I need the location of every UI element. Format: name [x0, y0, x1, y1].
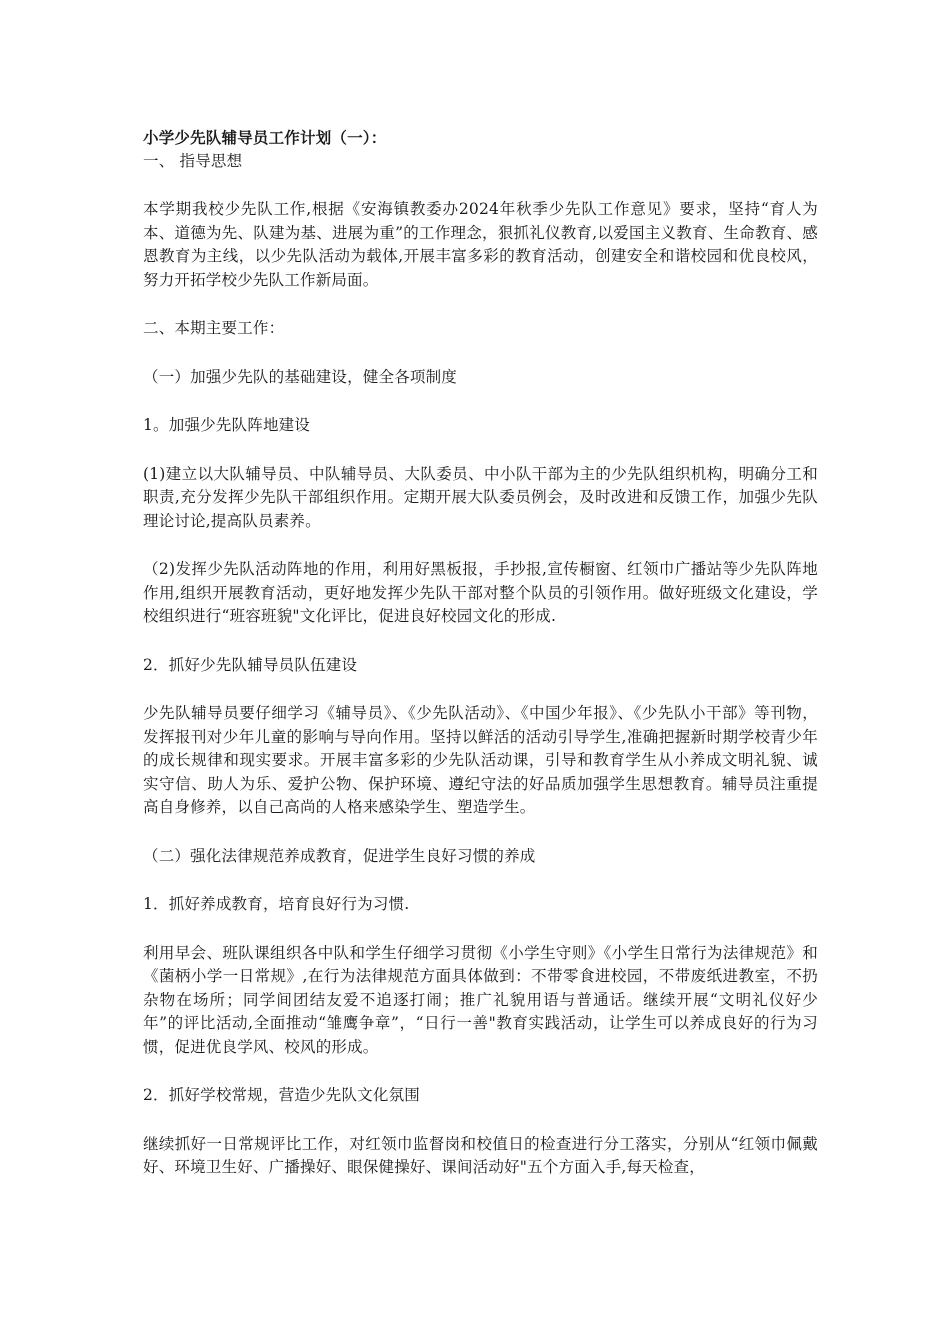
spacer — [143, 629, 818, 654]
spacer — [143, 341, 818, 366]
spacer — [143, 389, 818, 414]
spacer — [143, 438, 818, 463]
spacer — [143, 917, 818, 942]
spacer — [143, 868, 818, 893]
document-title: 小学少先队辅导员工作计划（一）： — [143, 128, 387, 147]
item-heading-school-routine: 2．抓好学校常规，营造少先队文化氛围 — [143, 1086, 420, 1104]
spacer — [143, 677, 818, 702]
spacer — [143, 820, 818, 845]
spacer — [143, 533, 818, 558]
paragraph-organization: (1)建立以大队辅导员、中队辅导员、大队委员、中小队干部为主的少先队组织机构，明确分工和职责,充分发挥少先队干部组织作用。定期开展大队委员例会，及时改进和反馈工作，加强少先队理论讨论,提高队员素养。 — [143, 464, 818, 530]
spacer — [143, 1108, 818, 1133]
paragraph-counselor-study: 少先队辅导员要仔细学习《辅导员》、《少先队活动》、《中国少年报》、《少先队小干部》等刊物，发挥报刊对少年儿童的影响与导向作用。坚持以鲜活的活动引导学生,准确把握新时期学校青少年的成长规律和现实要求。开展丰富多彩的少先队活动课，引导和教育学生从小养成文明礼貌、诚实守信、助人为乐、爱护公物、保护环境、遵纪守法的好品质加强学生思想教育。辅导员注重提高自身修养，以自己高尚的人格来感染学生、塑造学生。 — [143, 704, 818, 816]
paragraph-activity-positions: （2)发挥少先队活动阵地的作用，利用好黑板报，手抄报,宣传橱窗、红领巾广播站等少先队阵地作用,组织开展教育活动，更好地发挥少先队干部对整个队员的引领作用。做好班级文化建设，学校组织进行“班容班貌"文化评比，促进良好校园文化的形成. — [143, 560, 818, 625]
subsection-heading-foundation: （一）加强少先队的基础建设，健全各项制度 — [143, 367, 458, 386]
spacer — [143, 292, 818, 317]
item-heading-position-building: 1。加强少先队阵地建设 — [143, 416, 311, 434]
spacer — [143, 173, 818, 198]
section-heading-main-work: 二、本期主要工作： — [143, 319, 285, 337]
section-heading-guiding-thought: 一、 指导思想 — [143, 151, 243, 170]
intro-paragraph: 本学期我校少先队工作,根据《安海镇教委办2024年秋季少先队工作意见》要求，坚持“育人为本、道德为先、队建为基、进展为重”的工作理念，狠抓礼仪教育,以爱国主义教育、生命教育、感恩教育为主线，以少先队活动为载体,开展丰富多彩的教育活动，创建安全和谐校园和优良校风，努力开拓学校少先队工作新局面。 — [143, 200, 818, 289]
paragraph-daily-inspection: 继续抓好一日常规评比工作，对红领巾监督岗和校值日的检查进行分工落实，分别从“红领巾佩戴好、环境卫生好、广播操好、眼保健操好、课间活动好"五个方面入手,每天检查， — [143, 1134, 818, 1176]
subsection-heading-habits: （二）强化法律规范养成教育，促进学生良好习惯的养成 — [143, 846, 536, 865]
document-body — [143, 126, 818, 1180]
item-heading-counselor-team: 2．抓好少先队辅导员队伍建设 — [143, 655, 358, 674]
spacer — [143, 1059, 818, 1084]
paragraph-behavior-norms: 利用早会、班队课组织各中队和学生仔细学习贯彻《小学生守则》《小学生日常行为法律规范》和《菌柄小学一日常规》,在行为法律规范方面具体做到：不带零食进校园，不带废纸进教室，不扔杂物在场所；同学间团结友爱不追逐打闹；推广礼貌用语与普通话。继续开展“文明礼仪好少年”的评比活动,全面推动“雏鹰争章”，“日行一善"教育实践活动，让学生可以养成良好的行为习惯，促进优良学风、校风的形成。 — [143, 943, 818, 1056]
item-heading-habit-education: 1．抓好养成教育，培育良好行为习惯. — [143, 895, 410, 913]
